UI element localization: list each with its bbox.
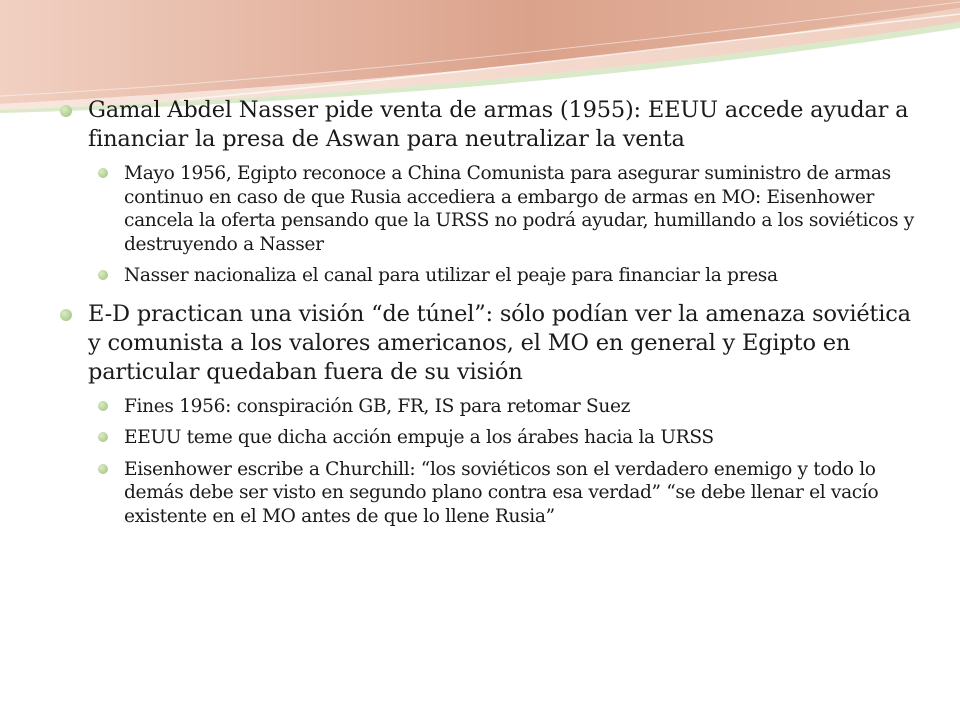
bullet-2-sub-1: Fines 1956: conspiración GB, FR, IS para retomar Suez [98, 395, 920, 419]
bullet-2-sub-2: EEUU teme que dicha acción empuje a los árabes hacia la URSS [98, 426, 920, 450]
bullet-1-sub-1: Mayo 1956, Egipto reconoce a China Comunista para asegurar suministro de armas continuo en caso de que Rusia accediera a embargo de armas en MO: Eisenhower cancela la oferta pensando que la URSS no podrá ayudar, humillando a los soviéticos y destruyendo a Nasser [98, 162, 920, 256]
bullet-1-sub-2: Nasser nacionaliza el canal para utilizar el peaje para financiar la presa [98, 264, 920, 288]
bullet-1: Gamal Abdel Nasser pide venta de armas (1955): EEUU accede ayudar a financiar la presa de Aswan para neutralizar la venta [60, 96, 920, 154]
bullet-2-sub-3: Eisenhower escribe a Churchill: “los soviéticos son el verdadero enemigo y todo lo demás debe ser visto en segundo plano contra esa verdad” “se debe llenar el vacío existente en el MO antes de que lo llene Rusia” [98, 458, 920, 529]
slide-content [60, 92, 920, 528]
bullet-2: E-D practican una visión “de túnel”: sólo podían ver la amenaza soviética y comunista a los valores americanos, el MO en general y Egipto en particular quedaban fuera de su visión [60, 300, 920, 387]
